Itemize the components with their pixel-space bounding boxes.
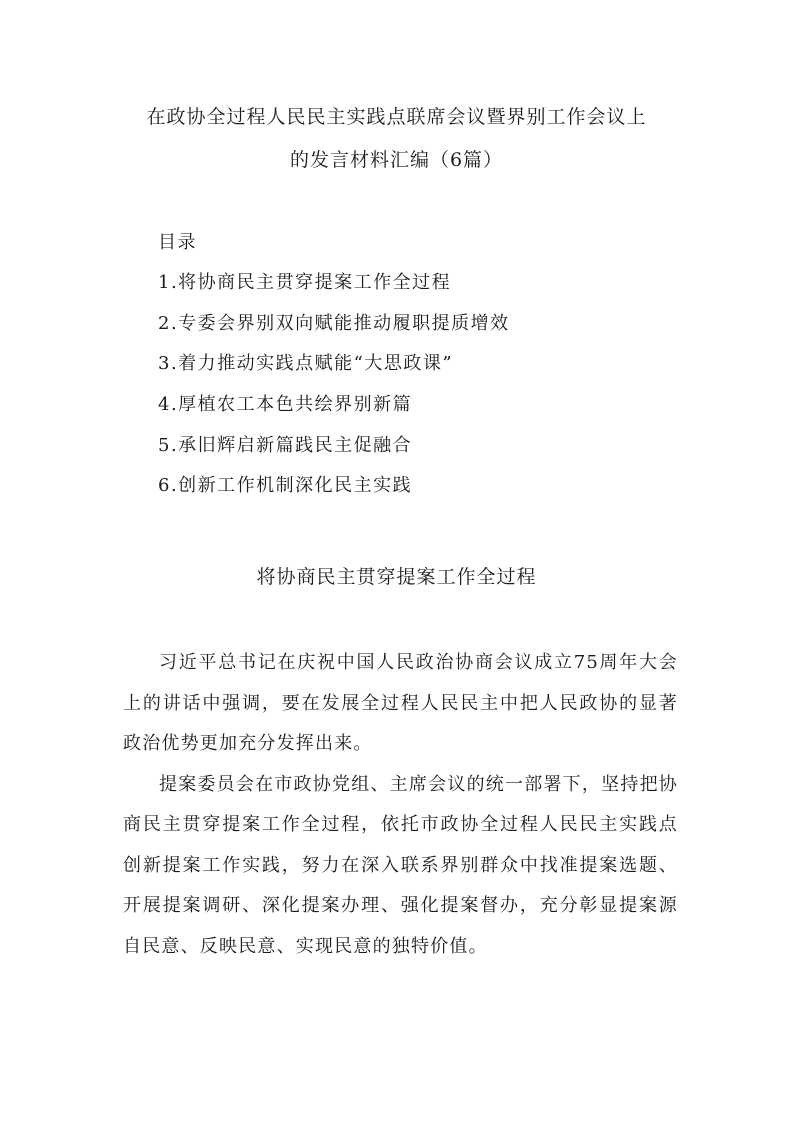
toc-heading: 目录 [158,232,197,253]
toc-item-3: 3.着力推动实践点赋能“大思政课” [158,353,454,375]
document-title-line-1: 在政协全过程人民民主实践点联席会议暨界别工作会议上 [146,106,647,128]
toc-item-5: 5.承旧辉启新篇践民主促融合 [158,434,413,456]
section-title: 将协商民主贯穿提案工作全过程 [256,566,537,588]
document-title-line-2: 的发言材料汇编（6篇） [289,149,504,171]
section-body [123,643,678,967]
toc-item-4: 4.厚植农工本色共绘界别新篇 [158,394,413,416]
toc-item-6: 6.创新工作机制深化民主实践 [158,475,413,497]
document-title [110,96,683,182]
body-paragraph-2: 提案委员会在市政协党组、主席会议的统一部署下，坚持把协商民主贯穿提案工作全过程，依托市政协全过程人民民主实践点创新提案工作实践，努力在深入联系界别群众中找准提案选题、开展提案调研、深化提案办理、强化提案督办，充分彰显提案源自民意、反映民意、实现民意的独特价值。 [123,773,678,957]
body-paragraph-1: 习近平总书记在庆祝中国人民政治协商会议成立75周年大会上的讲话中强调，要在发展全过程人民民主中把人民政协的显著政治优势更加充分发挥出来。 [123,652,678,754]
toc-item-1: 1.将协商民主贯穿提案工作全过程 [158,272,452,293]
table-of-contents [158,228,678,512]
toc-item-2: 2.专委会界别双向赋能推动履职提质增效 [158,312,510,334]
